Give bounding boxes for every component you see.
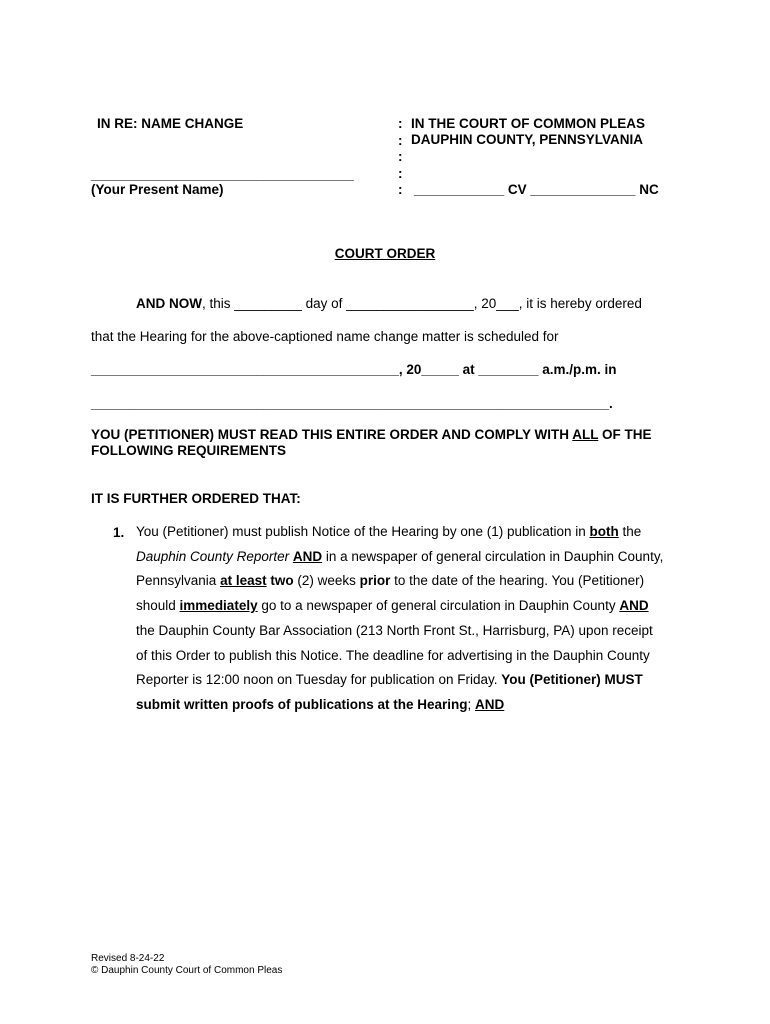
text: in a newspaper of general circulation in Dauphin County, (322, 548, 664, 564)
item-1-line: the Dauphin County Bar Association (213 North Front St., Harrisburg, PA) upon receipt (136, 622, 653, 638)
emphasis-proofs: submit written proofs of publications at the Hearing (136, 696, 468, 712)
text: Reporter is 12:00 noon on Tuesday for publication on Friday. (136, 672, 502, 688)
item-1-line (136, 569, 663, 594)
caption-colon: : (398, 116, 403, 131)
text: ; (467, 696, 476, 712)
item-1-line (136, 545, 663, 570)
caption-colons (398, 116, 403, 199)
present-name-blank: ___________________________________ (91, 167, 354, 182)
emphasis-and: AND (475, 696, 505, 712)
court-name: IN THE COURT OF COMMON PLEAS (411, 116, 645, 131)
order-title: COURT ORDER (334, 246, 436, 261)
docket-blank-nc: ______________ (530, 182, 636, 197)
reporter-name: Dauphin County Reporter (136, 548, 290, 564)
text: go to a newspaper of general circulation in Dauphin County (257, 598, 620, 614)
item-1-line (136, 520, 663, 545)
present-name-label: (Your Present Name) (91, 182, 224, 197)
emphasis-and: AND (292, 548, 323, 564)
text: You (Petitioner) must publish Notice of the Hearing by one (1) publication in (136, 524, 590, 539)
opening-line-1 (136, 296, 642, 311)
notice-line-2: FOLLOWING REQUIREMENTS (91, 443, 286, 458)
text: to the date of the hearing. You (Petitioner) (390, 573, 645, 589)
emphasis-both: both (589, 524, 619, 539)
revision-date: Revised 8-24-22 (91, 953, 165, 964)
item-1-line: of this Order to publish this Notice. The deadline for advertising in the Dauphin County (136, 647, 650, 663)
court-county: DAUPHIN COUNTY, PENNSYLVANIA (411, 132, 644, 147)
footer (91, 953, 282, 977)
notice-line-1 (91, 427, 652, 442)
text: (2) weeks (293, 573, 360, 589)
caption-colon: : (398, 165, 403, 181)
hearing-date-line: _________________________________________, 20_____ at ________ a.m./p.m. in (91, 362, 617, 377)
text: Pennsylvania (136, 573, 221, 589)
docket-blank-cv: ____________ (414, 182, 505, 197)
hearing-location-line: _____________________________________________________________________. (91, 396, 613, 411)
text: the (618, 524, 642, 539)
item-1-line (136, 693, 663, 718)
text: should (136, 598, 180, 614)
notice-text-b: OF THE (598, 427, 652, 442)
copyright-notice: © Dauphin County Court of Common Pleas (91, 965, 283, 976)
and-now-text: AND NOW (136, 296, 202, 311)
emphasis-two: two (270, 573, 294, 589)
emphasis-at-least: at least (220, 573, 267, 589)
item-1-line (136, 594, 663, 619)
docket-nc-label: NC (639, 182, 659, 197)
opening-line-2: that the Hearing for the above-captioned name change matter is scheduled for (91, 329, 559, 344)
caption-colon: : (398, 132, 403, 148)
notice-all: ALL (572, 427, 599, 442)
emphasis-and: AND (619, 598, 649, 614)
caption-colon: : (398, 149, 403, 164)
emphasis-must: You (Petitioner) MUST (501, 672, 643, 688)
emphasis-immediately: immediately (179, 598, 258, 614)
item-number: 1. (113, 525, 125, 540)
item-1-body (136, 520, 663, 718)
further-ordered-heading: IT IS FURTHER ORDERED THAT: (91, 491, 301, 506)
caption-colon: : (398, 182, 403, 197)
notice-text-a: YOU (PETITIONER) MUST READ THIS ENTIRE ORDER AND COMPLY WITH (91, 427, 573, 442)
case-caption-title: IN RE: NAME CHANGE (97, 116, 244, 131)
opening-line-1-text: , this _________ day of _________________, 20___, it is hereby ordered (202, 296, 642, 311)
docket-cv-label: CV (507, 182, 527, 197)
docket-number (414, 182, 659, 197)
emphasis-prior: prior (359, 573, 391, 589)
item-1-line (136, 668, 663, 693)
